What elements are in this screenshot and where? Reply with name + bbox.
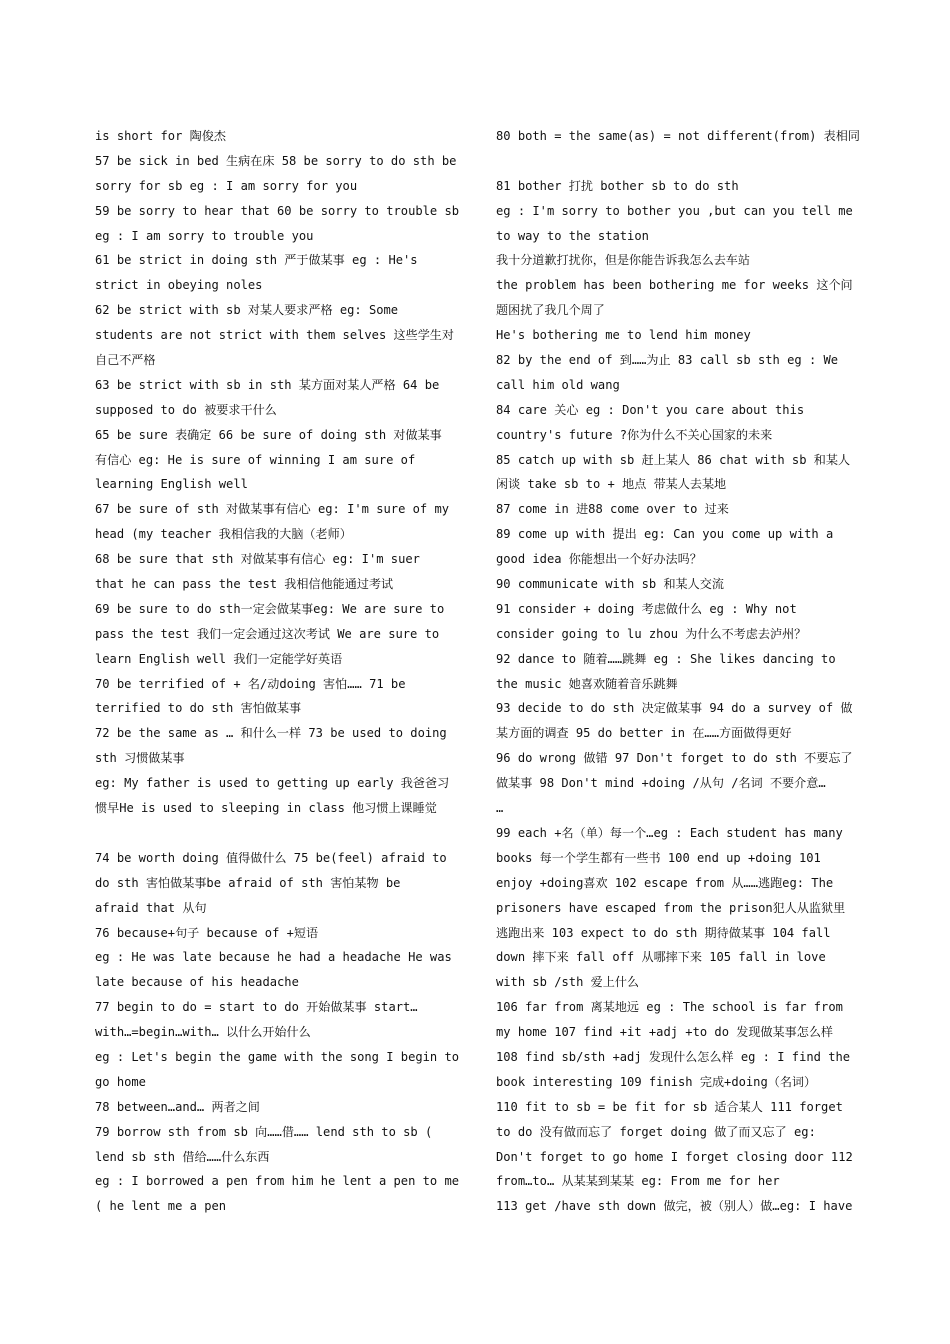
text-line: my home 107 find +it +adj +to do 发现做某事怎么样 (496, 1025, 834, 1040)
text-line: 61 be strict in doing sth 严于做某事 eg : He's (95, 253, 418, 268)
text-line: call him old wang (496, 377, 620, 392)
text-line (95, 821, 467, 846)
text-line: 80 both = the same(as) = not different(from) 表相同 (496, 129, 860, 143)
text-line: from…to… 从某某到某某 eg: From me for her (496, 1174, 780, 1189)
text-line: with…=begin…with… 以什么开始什么 (95, 1025, 311, 1040)
text-line: 惯早He is used to sleeping in class 他习惯上课睡觉 (95, 801, 437, 816)
text-line: 自己不严格 (95, 353, 156, 368)
text-line: 57 be sick in bed 生病在床 58 be sorry to do sth be (95, 153, 457, 168)
text-line: head (my teacher 我相信我的大脑（老师） (95, 527, 352, 542)
text-line: He's bothering me to lend him money (496, 328, 751, 343)
text-line: students are not strict with them selves 这些学生对 (95, 328, 454, 343)
text-line: that he can pass the test 我相信他能通过考试 (95, 577, 394, 592)
text-line: 逃跑出来 103 expect to do sth 期待做某事 104 fall (496, 925, 831, 940)
text-line: sorry for sb eg : I am sorry for you (95, 178, 358, 193)
text-line: with sb /sth 爱上什么 (496, 975, 640, 990)
text-line: 69 be sure to do sth一定会做某事eg: We are sure to (95, 601, 445, 616)
text-line: 89 come up with 提出 eg: Can you come up with a (496, 527, 834, 542)
text-line: late because of his headache (95, 975, 299, 990)
text-line: do sth 害怕做某事be afraid of sth 害怕某物 be (95, 875, 401, 890)
text-line: 题困扰了我几个周了 (496, 303, 605, 318)
text-line: 113 get /have sth down 做完，被（别人）做…eg: I have (496, 1199, 853, 1214)
text-line: 110 fit to sb = be fit for sb 适合某人 111 forget (496, 1099, 843, 1114)
left-column (95, 124, 467, 1219)
text-line: eg : I'm sorry to bother you ,but can you tell me (496, 203, 853, 218)
text-line: prisoners have escaped from the prison犯人从监狱里 (496, 900, 846, 915)
text-line: 62 be strict with sb 对某人要求严格 eg: Some (95, 303, 399, 318)
text-line: terrified to do sth 害怕做某事 (95, 701, 302, 716)
text-line: 79 borrow sth from sb 向……借…… lend sth to sb ( (95, 1124, 433, 1139)
text-line: learning English well (95, 477, 248, 492)
text-line: pass the test 我们一定会通过这次考试 We are sure to (95, 626, 440, 641)
text-line: 82 by the end of 到……为止 83 call sb sth eg : We (496, 353, 839, 368)
text-line: 93 decide to do sth 决定做某事 94 do a survey of 做 (496, 701, 853, 716)
text-line: 67 be sure of sth 对做某事有信心 eg: I'm sure of my (95, 502, 450, 517)
text-line: book interesting 109 finish 完成+doing（名词） (496, 1074, 817, 1089)
text-line: … (496, 801, 504, 816)
text-line: 我十分道歉打扰你，但是你能告诉我怎么去车站 (496, 253, 750, 268)
text-line: 74 be worth doing 值得做什么 75 be(feel) afraid to (95, 850, 447, 865)
text-line: go home (95, 1074, 146, 1089)
text-line: 96 do wrong 做错 97 Don't forget to do sth 不要忘了 (496, 751, 853, 766)
text-line: 91 consider + doing 考虑做什么 eg : Why not (496, 601, 797, 616)
text-line: 63 be strict with sb in sth 某方面对某人严格 64 be (95, 377, 440, 392)
text-line: down 摔下来 fall off 从哪摔下来 105 fall in love (496, 950, 826, 965)
text-line: 81 bother 打扰 bother sb to do sth (496, 178, 739, 193)
text-line: to do 没有做而忘了 forget doing 做了而又忘了 eg: (496, 1124, 816, 1139)
text-line: 某方面的调查 95 do better in 在……方面做得更好 (496, 726, 792, 741)
text-line: 84 care 关心 eg : Don't you care about this (496, 402, 805, 417)
text-line: 有信心 eg: He is sure of winning I am sure of (95, 452, 416, 467)
text-line: 72 be the same as … 和什么一样 73 be used to doing (95, 726, 447, 741)
text-line: strict in obeying noles (95, 278, 263, 293)
text-line: 77 begin to do = start to do 开始做某事 start… (95, 1000, 418, 1015)
text-line: ( he lent me a pen (95, 1199, 227, 1214)
text-line: 106 far from 离某地远 eg : The school is far from (496, 1000, 843, 1015)
text-line: eg : He was late because he had a headache He was (95, 950, 452, 965)
text-line: supposed to do 被要求干什么 (95, 402, 277, 417)
text-line: 78 between…and… 两者之间 (95, 1099, 260, 1114)
text-line: sth 习惯做某事 (95, 751, 185, 766)
text-line (496, 149, 868, 174)
text-line: to way to the station (496, 228, 649, 243)
text-line: 108 find sb/sth +adj 发现什么怎么样 eg : I find the (496, 1049, 851, 1064)
text-line: 92 dance to 随着……跳舞 eg : She likes dancing to (496, 651, 836, 666)
text-line: eg: My father is used to getting up early 我爸爸习 (95, 776, 450, 791)
text-line: eg : I am sorry to trouble you (95, 228, 314, 243)
text-line: 做某事 98 Don't mind +doing /从句 /名词 不要介意… (496, 776, 826, 791)
text-line: 85 catch up with sb 赶上某人 86 chat with sb 和某人 (496, 452, 851, 467)
text-line: learn English well 我们一定能学好英语 (95, 651, 343, 666)
text-line: enjoy +doing喜欢 102 escape from 从……逃跑eg: The (496, 875, 834, 890)
text-line: 70 be terrified of + 名/动doing 害怕…… 71 be (95, 676, 406, 691)
text-line: 68 be sure that sth 对做某事有信心 eg: I'm suer (95, 552, 420, 567)
text-line: lend sb sth 借给……什么东西 (95, 1149, 270, 1164)
text-line: 90 communicate with sb 和某人交流 (496, 577, 724, 592)
text-line: is short for 陶俊杰 (95, 129, 226, 143)
text-line: 99 each +名（单）每一个…eg : Each student has many (496, 825, 843, 840)
text-line: the music 她喜欢随着音乐跳舞 (496, 676, 678, 691)
text-line: 65 be sure 表确定 66 be sure of doing sth 对做某事 (95, 427, 442, 442)
text-line: Don't forget to go home I forget closing door 112 (496, 1149, 853, 1164)
text-line: consider going to lu zhou 为什么不考虑去泸州？ (496, 626, 807, 641)
text-line: books 每一个学生都有一些书 100 end up +doing 101 (496, 850, 821, 865)
right-column (496, 124, 868, 1219)
text-line: 59 be sorry to hear that 60 be sorry to trouble sb (95, 203, 460, 218)
text-line: good idea 你能想出一个好办法吗？ (496, 552, 702, 567)
text-line: eg : Let's begin the game with the song I begin to (95, 1049, 460, 1064)
text-line: country's future ?你为什么不关心国家的未来 (496, 427, 773, 442)
text-line: 87 come in 进88 come over to 过来 (496, 502, 729, 517)
text-line: 闲谈 take sb to + 地点 带某人去某地 (496, 477, 727, 492)
text-line: eg : I borrowed a pen from him he lent a pen to me (95, 1174, 460, 1189)
text-line: 76 because+句子 because of +短语 (95, 925, 319, 940)
text-line: afraid that 从句 (95, 900, 207, 915)
text-line: the problem has been bothering me for weeks 这个问 (496, 278, 853, 293)
